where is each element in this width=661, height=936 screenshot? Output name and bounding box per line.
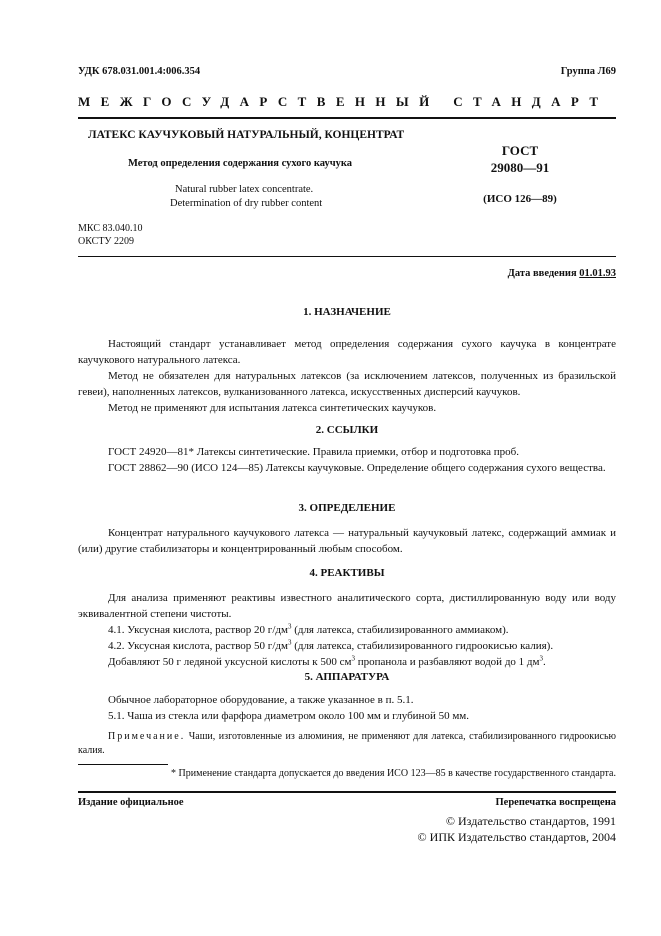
iso-reference: (ИСО 126—89) <box>483 193 557 205</box>
note <box>78 730 616 758</box>
reference-item: ГОСТ 28862—90 (ИСО 124—85) Латексы каучуковые. Определение общего содержания сухого вещества. <box>108 462 606 474</box>
copyright-2004: © ИПК Издательство стандартов, 2004 <box>417 830 616 844</box>
mks-code: МКС 83.040.10 <box>78 223 143 234</box>
okstu-code: ОКСТУ 2209 <box>78 236 135 247</box>
title-subtitle: Метод определения содержания сухого каучука <box>128 158 353 169</box>
title-english-line1: Natural rubber latex concentrate. <box>175 184 314 195</box>
section-5-body <box>78 692 616 724</box>
section-1-body <box>78 336 616 416</box>
definition-paragraph: Концентрат натурального каучукового латекса — натуральный каучуковый латекс, содержащий аммиак и (или) другие стабилизаторы и концентрированный любым способом. <box>78 527 616 555</box>
apparatus-paragraph: Обычное лабораторное оборудование, а также указанное в п. 5.1. <box>108 694 414 706</box>
section-2-heading: 2. ССЫЛКИ <box>315 424 379 436</box>
note-text: Чаши, изготовленные из алюминия, не применяют для латекса, стабилизированного гидроокисью калия. <box>78 731 616 756</box>
reprint-notice: Перепечатка воспрещена <box>495 797 616 808</box>
copyright-1991: © Издательство стандартов, 1991 <box>445 814 616 828</box>
standard-banner: МЕЖГОСУДАРСТВЕННЫЙ СТАНДАРТ <box>78 94 609 109</box>
section-4-heading: 4. РЕАКТИВЫ <box>309 567 385 579</box>
section-1-paragraph: Метод не обязателен для натуральных латексов (за исключением латексов, полученных из бразильской гевеи), наполненных латексов, вулканизованного латекса, искусственных дисперсий каучуков. <box>78 370 616 398</box>
reagents-paragraph: Для анализа применяют реактивы известного аналитического сорта, дистиллированную воду или воду эквивалентной степени чистоты. <box>78 592 616 620</box>
section-2-body <box>78 444 616 476</box>
reagent-item-4-1: 4.1. Уксусная кислота, раствор 20 $г/дм^3$ (для латекса, стабилизированного аммиаком). <box>108 622 509 636</box>
gost-label: ГОСТ <box>501 143 539 158</box>
official-edition: Издание официальное <box>78 797 184 808</box>
reference-item: ГОСТ 24920—81* Латексы синтетические. Правила приемки, отбор и подготовка проб. <box>108 446 519 458</box>
banner-rule <box>78 117 616 119</box>
title-main: ЛАТЕКС КАУЧУКОВЫЙ НАТУРАЛЬНЫЙ, КОНЦЕНТРАТ <box>88 129 405 141</box>
section-1-paragraph: Настоящий стандарт устанавливает метод определения содержания сухого каучука в концентрате каучукового натурального латекса. <box>78 338 616 366</box>
gost-number: 29080—91 <box>490 160 550 175</box>
apparatus-item-5-1: 5.1. Чаша из стекла или фарфора диаметром около 100 мм и глубиной 50 мм. <box>108 710 470 722</box>
footer-rule <box>78 791 616 793</box>
section-1-paragraph: Метод не применяют для испытания латекса синтетических каучуков. <box>108 402 437 414</box>
reagent-preparation: Добавляют 50 г ледяной уксусной кислоты к 500 $см^3$ пропанола и разбавляют водой до 1 $дм^3$. <box>108 654 546 668</box>
intro-date-value: 01.01.93 <box>579 268 616 279</box>
group-code: Группа Л69 <box>560 66 616 77</box>
title-english-line2: Determination of dry rubber content <box>170 198 323 209</box>
intro-date <box>508 268 616 279</box>
section-5-heading: 5. АППАРАТУРА <box>304 671 390 683</box>
udk-code: УДК 678.031.001.4:006.354 <box>78 66 201 77</box>
reagent-item-4-2: 4.2. Уксусная кислота, раствор 50 $г/дм^3$ (для латекса, стабилизированного гидроокисью калия). <box>108 638 554 652</box>
section-1-heading: 1. НАЗНАЧЕНИЕ <box>303 306 391 318</box>
note-label: Примечание. <box>108 731 186 742</box>
footnote: * Применение стандарта допускается до введения ИСО 123—85 в качестве государственного стандарта. <box>171 768 616 779</box>
title-rule <box>78 256 616 257</box>
section-3-body <box>78 525 616 557</box>
footnote-rule <box>78 764 168 765</box>
intro-date-label: Дата введения <box>507 268 577 279</box>
section-4-body <box>78 590 616 670</box>
section-3-heading: 3. ОПРЕДЕЛЕНИЕ <box>298 502 396 514</box>
